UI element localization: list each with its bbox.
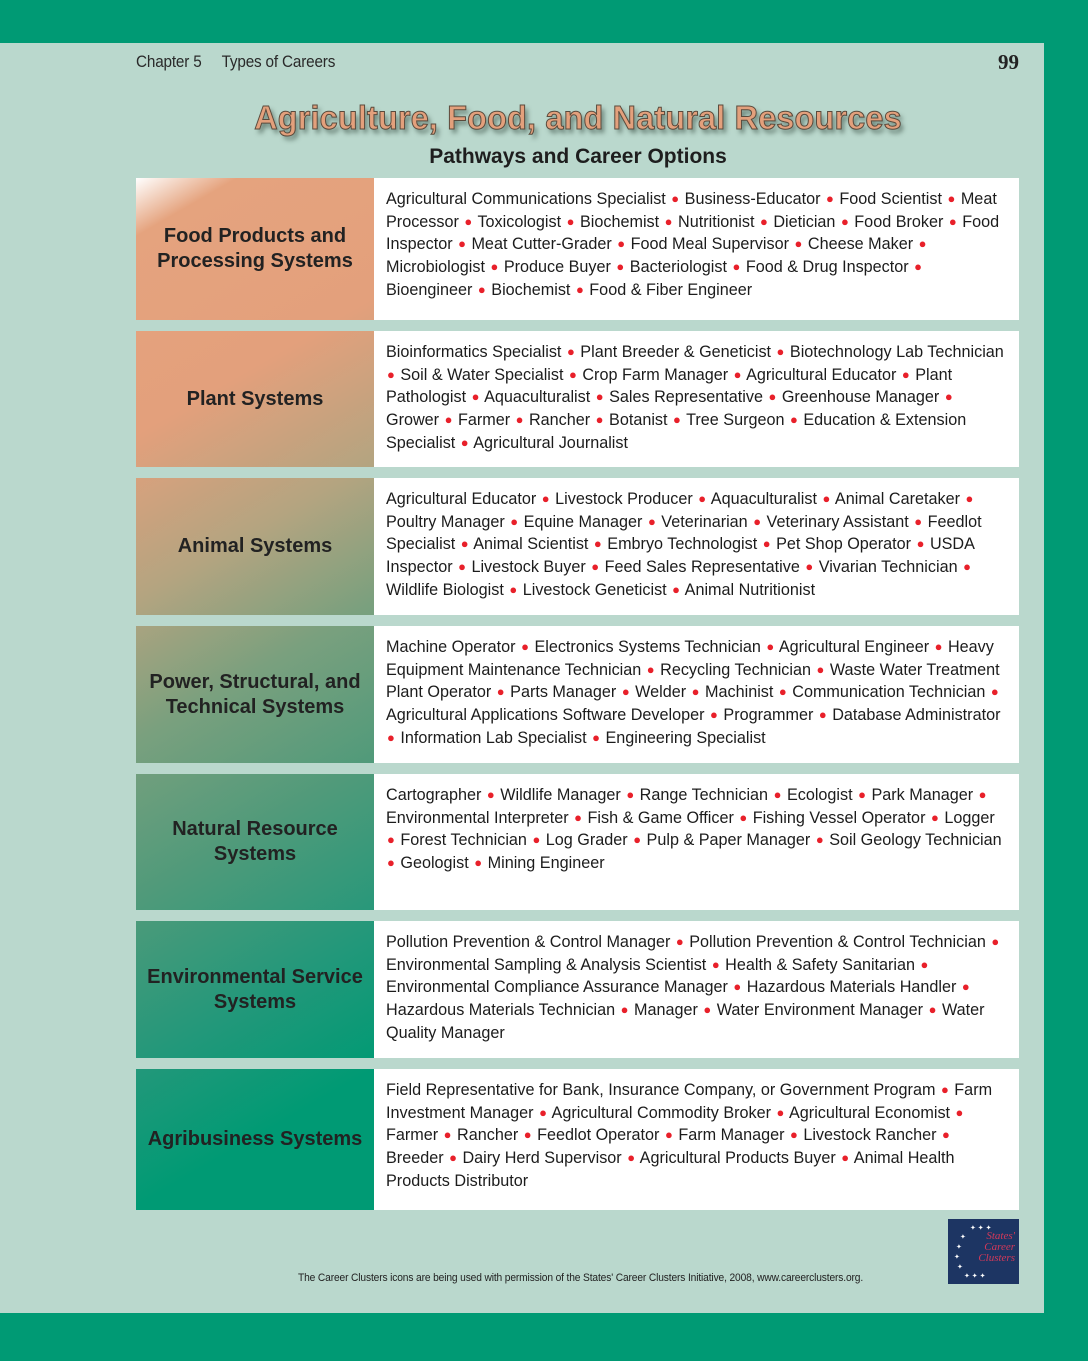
bullet-icon: ● <box>944 389 953 405</box>
career-item: Feedlot Specialist <box>386 512 982 554</box>
career-item: Pulp & Paper Manager <box>646 831 811 850</box>
bullet-icon: ● <box>521 639 529 654</box>
bullet-icon: ● <box>965 491 974 506</box>
career-item: Agricultural Educator <box>746 365 897 384</box>
bullet-icon: ● <box>901 366 910 382</box>
bullet-icon: ● <box>822 491 831 506</box>
bullet-icon: ● <box>766 639 775 654</box>
bullet-icon: ● <box>940 1082 949 1097</box>
career-item: Animal Scientist <box>473 535 589 554</box>
bullet-icon: ● <box>841 1150 850 1166</box>
bullet-icon: ● <box>633 832 642 848</box>
career-item: Dietician <box>773 212 836 231</box>
bullet-icon: ● <box>918 236 927 252</box>
pathway-name: Animal Systems <box>177 535 333 557</box>
career-item: Logger <box>944 808 995 827</box>
career-item: Agricultural Educator <box>386 490 537 508</box>
career-item: Biotechnology Lab Technician <box>789 343 1004 361</box>
career-list <box>374 178 1019 320</box>
bullet-icon: ● <box>978 787 987 802</box>
career-item: Pet Shop Operator <box>776 535 912 554</box>
stars-arc-icon: ✦ ✦ ✦ ✦ ✦ ✦ ✦ ✦ ✦ ✦ <box>954 1225 992 1280</box>
career-item: Database Administrator <box>832 706 1001 725</box>
career-item: Animal Health Products Distributor <box>386 1149 955 1190</box>
pathway-row <box>136 331 1019 467</box>
bullet-icon: ● <box>934 639 943 654</box>
career-list <box>374 921 1019 1058</box>
career-item: Business-Educator <box>684 190 821 208</box>
career-item: Food Inspector <box>386 212 1000 254</box>
career-item: Bioengineer <box>386 280 473 299</box>
bullet-icon: ● <box>711 956 720 972</box>
career-item: Log Grader <box>545 831 628 850</box>
bullet-icon: ● <box>698 491 707 506</box>
bullet-icon: ● <box>591 559 600 575</box>
bullet-icon: ● <box>759 213 768 229</box>
bullet-icon: ● <box>947 191 956 206</box>
career-item: Farmer <box>386 1126 439 1145</box>
career-item: Communication Technician <box>792 683 986 702</box>
career-item: Agricultural Products Buyer <box>639 1149 836 1168</box>
states-career-clusters-logo <box>948 1219 1019 1284</box>
bullet-icon: ● <box>818 707 827 723</box>
pathway-name: Food Products and Processing Systems <box>157 225 353 272</box>
bullet-icon: ● <box>776 1104 785 1120</box>
bullet-icon: ● <box>914 259 923 275</box>
bullet-icon: ● <box>620 1002 629 1018</box>
career-item: Embryo Technologist <box>607 535 758 554</box>
row-divider <box>136 320 1019 331</box>
career-item: Manager <box>634 1001 698 1020</box>
bullet-icon: ● <box>773 787 782 802</box>
bullet-icon: ● <box>627 1150 636 1166</box>
career-item: Sales Representative <box>609 388 763 407</box>
career-item: Health & Safety Sanitarian <box>725 955 916 974</box>
bullet-icon: ● <box>460 536 469 552</box>
career-item: Geologist <box>400 854 469 873</box>
career-item: Equine Manager <box>523 512 643 531</box>
career-item: Animal Nutritionist <box>684 580 816 599</box>
career-item: Feed Sales Representative <box>604 558 800 577</box>
career-item: Vivarian Technician <box>818 558 958 577</box>
bullet-icon: ● <box>733 979 742 995</box>
career-item: Veterinarian <box>661 512 748 531</box>
pathway-name: Power, Structural, and Technical Systems <box>149 670 361 718</box>
career-item: Bacteriologist <box>629 258 727 277</box>
career-item: Wildlife Biologist <box>386 580 504 599</box>
bullet-icon: ● <box>387 366 395 382</box>
running-head <box>136 52 335 72</box>
career-item: Hazardous Materials Handler <box>746 978 957 997</box>
pathway-row <box>136 178 1019 320</box>
career-item: Agricultural Communications Specialist <box>386 190 666 208</box>
bullet-icon: ● <box>541 491 550 506</box>
career-item: Food & Fiber Engineer <box>589 280 753 299</box>
bullet-icon: ● <box>496 684 505 700</box>
bullet-icon: ● <box>593 536 602 552</box>
row-divider <box>136 910 1019 921</box>
bullet-icon: ● <box>928 1002 937 1018</box>
bullet-icon: ● <box>916 536 925 552</box>
bullet-icon: ● <box>443 1127 452 1143</box>
bullet-icon: ● <box>460 434 469 450</box>
bullet-icon: ● <box>595 412 604 428</box>
career-list <box>374 774 1019 910</box>
career-item: Programmer <box>723 706 814 725</box>
bullet-icon: ● <box>990 684 999 700</box>
bullet-icon: ● <box>449 1150 457 1166</box>
career-item: Meat Cutter-Grader <box>471 235 612 254</box>
career-item: Parts Manager <box>510 683 617 702</box>
career-item: Farmer <box>457 411 511 430</box>
career-item: Rancher <box>528 411 591 430</box>
page-number: 99 <box>998 50 1019 74</box>
career-item: Pollution Prevention & Control Manager <box>386 933 671 951</box>
career-item: Rancher <box>457 1126 519 1145</box>
bullet-icon: ● <box>961 979 970 995</box>
career-item: Biochemist <box>579 212 660 231</box>
career-item: Agricultural Journalist <box>473 433 628 452</box>
career-item: Livestock Geneticist <box>522 580 667 599</box>
career-item: Soil Geology Technician <box>829 831 1002 850</box>
bullet-icon: ● <box>778 684 787 700</box>
career-item: Information Lab Specialist <box>400 728 587 747</box>
bullet-icon: ● <box>942 1127 950 1143</box>
bullet-icon: ● <box>671 191 680 206</box>
bullet-icon: ● <box>664 213 673 229</box>
career-item: Fish & Game Officer <box>587 808 734 827</box>
career-item: Breeder <box>386 1149 444 1168</box>
career-item: Bioinformatics Specialist <box>386 343 562 361</box>
career-item: Environmental Sampling & Analysis Scientist <box>386 955 707 974</box>
bullet-icon: ● <box>616 259 625 275</box>
bullet-icon: ● <box>532 832 541 848</box>
career-item: Animal Caretaker <box>834 490 960 508</box>
bullet-icon: ● <box>539 1104 547 1120</box>
pathway-name: Natural Resource Systems <box>172 818 338 865</box>
bullet-icon: ● <box>575 281 584 297</box>
bullet-icon: ● <box>474 855 483 871</box>
bullet-icon: ● <box>858 787 866 802</box>
bullet-icon: ● <box>592 729 600 745</box>
bullet-icon: ● <box>789 1127 798 1143</box>
career-item: Range Technician <box>639 786 769 804</box>
bullet-icon: ● <box>710 707 718 723</box>
pathway-row <box>136 921 1019 1058</box>
bullet-icon: ● <box>955 1104 964 1120</box>
row-divider <box>136 615 1019 626</box>
career-item: Crop Farm Manager <box>582 365 729 384</box>
career-item: Botanist <box>609 411 668 430</box>
bullet-icon: ● <box>647 513 656 529</box>
row-divider <box>136 763 1019 774</box>
career-item: Food & Drug Inspector <box>745 258 909 277</box>
career-item: Food Scientist <box>839 190 942 208</box>
career-item: Cheese Maker <box>807 235 914 254</box>
bullet-icon: ● <box>617 236 626 252</box>
bullet-icon: ● <box>948 213 957 229</box>
career-list <box>374 1069 1019 1210</box>
bullet-icon: ● <box>509 581 518 597</box>
chapter-number: Chapter 5 <box>136 52 202 71</box>
career-item: Nutritionist <box>678 212 755 231</box>
career-item: Environmental Compliance Assurance Manager <box>386 978 728 997</box>
bullet-icon: ● <box>464 213 473 229</box>
career-item: Farm Manager <box>678 1126 785 1145</box>
career-item: Heavy Equipment Maintenance Technician <box>386 638 994 679</box>
bullet-icon: ● <box>621 684 630 700</box>
career-item: Mining Engineer <box>487 854 605 873</box>
career-item: Water Quality Manager <box>386 1001 985 1042</box>
bullet-icon: ● <box>789 412 798 428</box>
textbook-page <box>0 43 1044 1313</box>
bullet-icon: ● <box>963 559 971 575</box>
career-item: Forest Technician <box>400 831 527 850</box>
pathway-row <box>136 774 1019 910</box>
career-item: Ecologist <box>786 786 853 804</box>
bullet-icon: ● <box>914 513 923 529</box>
career-item: Education & Extension Specialist <box>386 411 967 452</box>
bullet-icon: ● <box>691 684 700 700</box>
career-item: Engineering Specialist <box>605 728 766 747</box>
career-item: USDA Inspector <box>386 535 975 577</box>
bullet-icon: ● <box>768 389 777 405</box>
bullet-icon: ● <box>387 832 395 848</box>
career-item: Aquaculturalist <box>484 388 591 407</box>
career-item: Food Meal Supervisor <box>630 235 790 254</box>
bullet-icon: ● <box>646 661 655 677</box>
bullet-icon: ● <box>566 344 575 359</box>
career-item: Meat Processor <box>386 190 997 231</box>
career-item: Machine Operator <box>386 638 516 656</box>
career-item: Grower <box>386 411 440 430</box>
bullet-icon: ● <box>673 412 681 428</box>
bullet-icon: ● <box>816 661 825 677</box>
career-item: Environmental Interpreter <box>386 808 569 827</box>
career-list <box>374 626 1019 763</box>
career-item: Field Representative for Bank, Insurance Company, or Government Program <box>386 1081 936 1099</box>
career-item: Park Manager <box>871 786 974 804</box>
career-item: Welder <box>635 683 687 702</box>
career-item: Agricultural Engineer <box>778 638 930 656</box>
career-item: Pollution Prevention & Control Technician <box>689 933 986 951</box>
row-divider <box>136 467 1019 478</box>
bullet-icon: ● <box>815 832 824 848</box>
bullet-icon: ● <box>515 412 524 428</box>
pathways-table <box>136 178 1019 1221</box>
career-item: Tree Surgeon <box>686 411 785 430</box>
career-item: Biochemist <box>491 280 571 299</box>
pathway-name: Plant Systems <box>186 387 324 410</box>
career-item: Plant Breeder & Geneticist <box>580 343 772 361</box>
career-item: Agricultural Applications Software Developer <box>386 706 705 725</box>
career-item: Fishing Vessel Operator <box>752 808 926 827</box>
career-item: Food Broker <box>854 212 944 231</box>
pathway-row <box>136 478 1019 615</box>
bullet-icon: ● <box>672 581 681 597</box>
career-item: Plant Pathologist <box>386 365 953 407</box>
career-item: Microbiologist <box>386 258 485 277</box>
career-item: Hazardous Materials Technician <box>386 1001 616 1020</box>
bullet-icon: ● <box>776 344 785 359</box>
pathway-name: Environmental Service Systems <box>147 965 363 1013</box>
bullet-icon: ● <box>930 809 939 825</box>
career-item: Poultry Manager <box>386 512 505 531</box>
pathway-row <box>136 626 1019 763</box>
career-list <box>374 478 1019 615</box>
bullet-icon: ● <box>733 366 742 382</box>
bullet-icon: ● <box>753 513 762 529</box>
bullet-icon: ● <box>566 213 575 229</box>
career-item: Waste Water Treatment Plant Operator <box>386 660 1000 702</box>
bullet-icon: ● <box>477 281 486 297</box>
career-item: Recycling Technician <box>660 660 812 679</box>
row-divider <box>136 1058 1019 1069</box>
bullet-icon: ● <box>510 513 519 529</box>
career-item: Soil & Water Specialist <box>400 365 564 384</box>
bullet-icon: ● <box>675 934 684 949</box>
career-item: Farm Investment Manager <box>386 1081 993 1122</box>
bullet-icon: ● <box>574 809 583 825</box>
career-item: Cartographer <box>386 786 482 804</box>
pathway-row <box>136 1069 1019 1210</box>
career-item: Livestock Buyer <box>471 558 586 577</box>
bullet-icon: ● <box>920 956 929 972</box>
logo-text: States' Career Clusters <box>978 1230 1015 1264</box>
bullet-icon: ● <box>387 729 395 745</box>
cluster-title: Agriculture, Food, and Natural Resources <box>254 99 902 136</box>
bullet-icon: ● <box>471 389 480 405</box>
career-item: Agricultural Economist <box>789 1103 951 1122</box>
career-item: Dairy Herd Supervisor <box>462 1149 622 1168</box>
career-item: Livestock Producer <box>555 490 693 508</box>
bullet-icon: ● <box>732 259 741 275</box>
bullet-icon: ● <box>569 366 577 382</box>
bullet-icon: ● <box>626 787 635 802</box>
bullet-icon: ● <box>664 1127 673 1143</box>
career-item: Wildlife Manager <box>500 786 621 804</box>
career-list <box>374 331 1019 467</box>
bullet-icon: ● <box>595 389 604 405</box>
bullet-icon: ● <box>703 1002 712 1018</box>
bullet-icon: ● <box>826 191 834 206</box>
bullet-icon: ● <box>490 259 499 275</box>
bullet-icon: ● <box>805 559 814 575</box>
career-item: Livestock Rancher <box>803 1126 937 1145</box>
bullet-icon: ● <box>387 855 395 871</box>
career-item: Electronics Systems Technician <box>534 638 761 656</box>
career-item: Veterinary Assistant <box>766 512 909 531</box>
bullet-icon: ● <box>486 787 495 802</box>
bullet-icon: ● <box>794 236 803 252</box>
career-item: Produce Buyer <box>503 258 611 277</box>
cluster-subtitle: Pathways and Career Options <box>429 145 727 168</box>
career-item: Agricultural Commodity Broker <box>551 1103 772 1122</box>
bullet-icon: ● <box>458 236 466 252</box>
career-item: Toxicologist <box>477 212 562 231</box>
bullet-icon: ● <box>991 934 1000 949</box>
chapter-title: Types of Careers <box>221 52 336 71</box>
bullet-icon: ● <box>739 809 748 825</box>
career-item: Feedlot Operator <box>537 1126 660 1145</box>
pathway-name: Agribusiness Systems <box>147 1128 363 1150</box>
career-item: Machinist <box>705 683 774 702</box>
bullet-icon: ● <box>840 213 849 229</box>
bullet-icon: ● <box>523 1127 532 1143</box>
bullet-icon: ● <box>458 559 466 575</box>
career-item: Aquaculturalist <box>710 490 817 508</box>
career-item: Water Environment Manager <box>716 1001 924 1020</box>
bullet-icon: ● <box>762 536 771 552</box>
bullet-icon: ● <box>444 412 453 428</box>
permission-note: The Career Clusters icons are being used with permission of the States' Career Clusters Initiative, 2008, www.careerclusters.org. <box>298 1272 864 1284</box>
career-item: Greenhouse Manager <box>781 388 940 407</box>
